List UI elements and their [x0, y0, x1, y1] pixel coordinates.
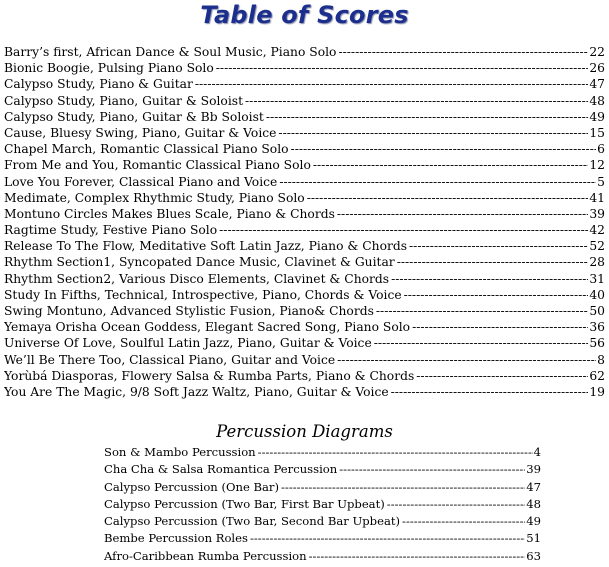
percussion-entry[interactable]	[104, 479, 541, 496]
percussion-entry[interactable]	[104, 496, 541, 513]
score-title: Study In Fifths, Technical, Introspective, Piano, Chords & Voice	[4, 287, 402, 302]
page-number: 15	[589, 125, 605, 140]
leader-dots	[279, 174, 596, 190]
page-number: 4	[533, 445, 541, 459]
page-number: 41	[589, 190, 605, 205]
page-number: 50	[589, 304, 605, 318]
score-title: Barry’s first, African Dance & Soul Music, Piano Solo	[4, 45, 337, 59]
page-number: 6	[597, 142, 605, 157]
score-title: You Are The Magic, 9/8 Soft Jazz Waltz, Piano, Guitar & Voice	[4, 384, 389, 399]
score-entry[interactable]	[4, 352, 605, 368]
page-number: 12	[589, 158, 605, 173]
score-title: Bionic Boogie, Pulsing Piano Solo	[4, 61, 214, 76]
page-number: 26	[589, 61, 605, 76]
leader-dots	[337, 352, 596, 368]
leader-dots	[374, 335, 589, 351]
score-entry[interactable]	[4, 125, 605, 141]
score-entry[interactable]	[4, 109, 605, 125]
score-title: Release To The Flow, Meditative Soft Latin Jazz, Piano & Chords	[4, 239, 408, 254]
leader-dots	[412, 319, 588, 335]
percussion-entry[interactable]	[104, 548, 541, 565]
leader-dots	[402, 513, 525, 530]
leader-dots	[250, 530, 525, 547]
score-entry[interactable]	[4, 303, 605, 319]
score-title: Rhythm Section2, Various Disco Elements, Clavinet & Chords	[4, 271, 390, 286]
page-number: 63	[526, 548, 541, 563]
page-number: 49	[589, 109, 605, 124]
page-number: 28	[589, 255, 605, 270]
leader-dots	[278, 125, 588, 141]
page-number: 36	[589, 320, 605, 335]
score-title: Love You Forever, Classical Piano and Voice	[4, 174, 278, 189]
leader-dots	[281, 479, 525, 496]
percussion-title: Afro-Caribbean Rumba Percussion	[104, 548, 307, 563]
leader-dots	[338, 44, 588, 60]
leader-dots	[195, 76, 588, 92]
score-entry[interactable]	[4, 222, 605, 238]
score-title: Calypso Study, Piano & Guitar	[4, 77, 193, 92]
score-title: Calypso Study, Piano, Guitar & Bb Soloist	[4, 109, 264, 124]
score-entry[interactable]	[4, 254, 605, 270]
score-entry[interactable]	[4, 44, 605, 60]
scores-list	[4, 44, 605, 400]
score-entry[interactable]	[4, 238, 605, 254]
score-entry[interactable]	[4, 335, 605, 351]
percussion-entry[interactable]	[104, 444, 541, 461]
page-number: 47	[589, 77, 605, 92]
percussion-title: Bembe Percussion Roles	[104, 531, 248, 546]
score-title: From Me and You, Romantic Classical Piano Solo	[4, 158, 311, 173]
page-number: 42	[589, 223, 605, 238]
page-number: 5	[597, 174, 605, 189]
score-title: Cause, Bluesy Swing, Piano, Guitar & Voice	[4, 125, 277, 140]
score-title: Medimate, Complex Rhythmic Study, Piano Solo	[4, 190, 305, 205]
score-title: Chapel March, Romantic Classical Piano Solo	[4, 142, 289, 157]
leader-dots	[307, 190, 589, 206]
page-number: 52	[589, 239, 605, 254]
leader-dots	[219, 222, 588, 238]
score-title: Rhythm Section1, Syncopated Dance Music, Clavinet & Guitar	[4, 255, 395, 270]
score-title: Calypso Study, Piano, Guitar & Soloist	[4, 93, 244, 108]
leader-dots	[266, 109, 589, 125]
percussion-entry[interactable]	[104, 513, 541, 530]
score-title: We’ll Be There Too, Classical Piano, Guitar and Voice	[4, 352, 336, 367]
leader-dots	[416, 368, 588, 384]
leader-dots	[309, 548, 526, 565]
score-entry[interactable]	[4, 368, 605, 384]
page-number: 48	[589, 93, 605, 108]
score-entry[interactable]	[4, 76, 605, 92]
score-entry[interactable]	[4, 206, 605, 222]
score-entry[interactable]	[4, 157, 605, 173]
score-entry[interactable]	[4, 287, 605, 303]
score-title: Ragtime Study, Festive Piano Solo	[4, 223, 218, 238]
page-title: Table of Scores	[200, 1, 409, 29]
percussion-entry[interactable]	[104, 461, 541, 478]
score-title: Yemaya Orisha Ocean Goddess, Elegant Sacred Song, Piano Solo	[4, 320, 411, 335]
page-number: 62	[589, 368, 605, 383]
page-number: 40	[589, 287, 605, 302]
page-number: 22	[589, 45, 605, 59]
page-number: 47	[526, 479, 541, 494]
score-title: Swing Montuno, Advanced Stylistic Fusion, Piano& Chords	[4, 304, 374, 318]
page-number: 31	[589, 271, 605, 286]
leader-dots	[397, 254, 589, 270]
page-number: 49	[526, 514, 541, 529]
percussion-title: Son & Mambo Percussion	[104, 445, 256, 459]
percussion-entry[interactable]	[104, 530, 541, 547]
page-number: 8	[597, 352, 605, 367]
leader-dots	[409, 238, 588, 254]
page-number: 19	[589, 384, 605, 399]
leader-dots	[376, 303, 588, 319]
leader-dots	[404, 287, 589, 303]
leader-dots	[245, 93, 588, 109]
page-number: 39	[589, 206, 605, 221]
percussion-title: Calypso Percussion (Two Bar, Second Bar Upbeat)	[104, 514, 401, 529]
score-entry[interactable]	[4, 319, 605, 335]
score-entry[interactable]	[4, 141, 605, 157]
score-entry[interactable]	[4, 271, 605, 287]
score-title: Universe Of Love, Soulful Latin Jazz, Piano, Guitar & Voice	[4, 336, 372, 351]
percussion-title: Calypso Percussion (Two Bar, First Bar Upbeat)	[104, 496, 385, 511]
page-number: 39	[526, 462, 541, 477]
score-entry[interactable]	[4, 60, 605, 76]
percussion-title: Calypso Percussion (One Bar)	[104, 479, 279, 494]
leader-dots	[216, 60, 589, 76]
score-entry[interactable]	[4, 384, 605, 400]
score-title: Montuno Circles Makes Blues Scale, Piano & Chords	[4, 206, 335, 221]
leader-dots	[391, 384, 589, 400]
score-entry[interactable]	[4, 190, 605, 206]
leader-dots	[258, 444, 533, 461]
leader-dots	[313, 157, 588, 173]
leader-dots	[387, 496, 525, 513]
percussion-section-title: Percussion Diagrams	[216, 422, 393, 441]
percussion-list	[104, 444, 541, 565]
leader-dots	[339, 461, 525, 478]
score-entry[interactable]	[4, 174, 605, 190]
percussion-title: Cha Cha & Salsa Romantica Percussion	[104, 462, 338, 477]
score-entry[interactable]	[4, 93, 605, 109]
leader-dots	[291, 141, 597, 157]
leader-dots	[337, 206, 588, 222]
page-number: 56	[589, 336, 605, 351]
leader-dots	[391, 271, 588, 287]
page-number: 48	[526, 496, 541, 511]
page-number: 51	[526, 531, 541, 546]
score-title: Yorùbá Diasporas, Flowery Salsa & Rumba Parts, Piano & Chords	[4, 368, 415, 383]
